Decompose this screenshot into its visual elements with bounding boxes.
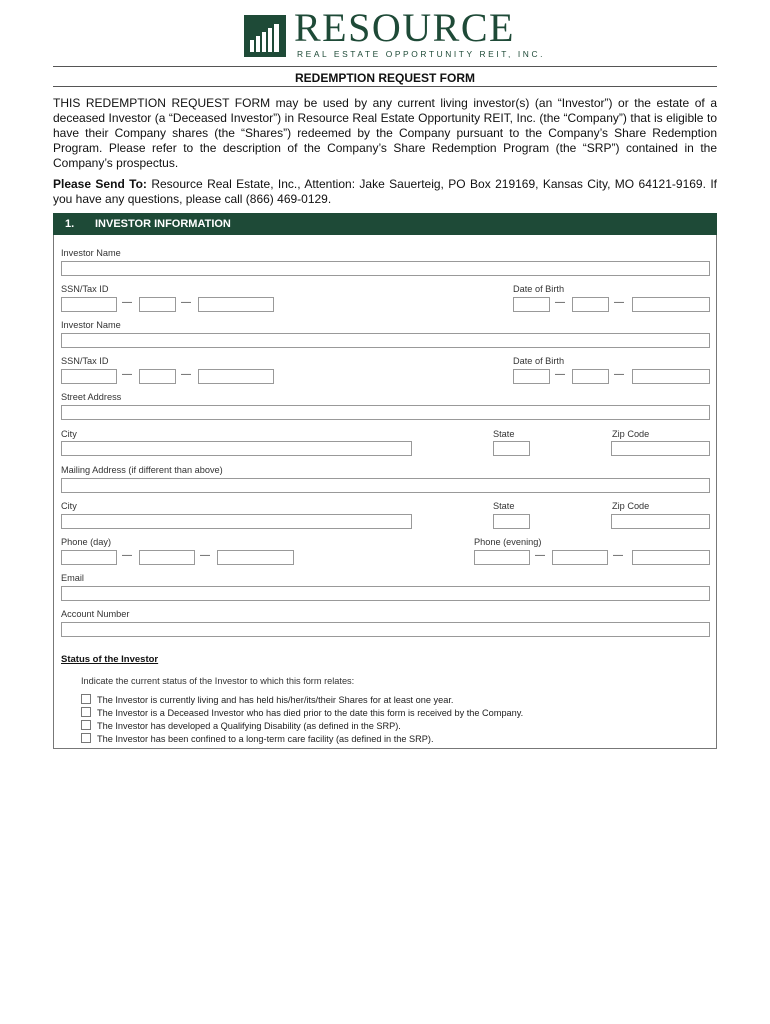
dob-2-dash-1: — xyxy=(555,369,565,380)
status-heading: Status of the Investor xyxy=(61,654,159,665)
ssn-1-dash-1: — xyxy=(122,297,132,308)
mailing-address-label: Mailing Address (if different than above) xyxy=(61,465,223,475)
checkbox[interactable] xyxy=(81,720,91,730)
dob-1-day-input[interactable] xyxy=(572,297,609,312)
email-input[interactable] xyxy=(61,586,710,601)
status-option-care-facility-label: The Investor has been confined to a long-term care facility (as defined in the SRP). xyxy=(97,734,434,744)
zip-2-input[interactable] xyxy=(611,514,710,529)
street-address-label: Street Address xyxy=(61,392,122,402)
email-label: Email xyxy=(61,573,84,583)
phone-day-label: Phone (day) xyxy=(61,537,112,547)
ssn-1-part1-input[interactable] xyxy=(61,297,117,312)
investor-name-1-label: Investor Name xyxy=(61,248,121,258)
city-2-input[interactable] xyxy=(61,514,412,529)
building-icon xyxy=(244,15,286,57)
phone-day-dash-2: — xyxy=(200,550,210,561)
zip-2-label: Zip Code xyxy=(612,501,650,511)
ssn-2-label: SSN/Tax ID xyxy=(61,356,109,366)
account-number-label: Account Number xyxy=(61,609,130,619)
phone-day-dash-1: — xyxy=(122,550,132,561)
ssn-2-part3-input[interactable] xyxy=(198,369,274,384)
header-rule-bottom xyxy=(53,86,717,87)
mailing-address-input[interactable] xyxy=(61,478,710,493)
status-option-care-facility[interactable] xyxy=(81,733,434,744)
phone-evening-line-input[interactable] xyxy=(632,550,710,565)
dob-2-year-input[interactable] xyxy=(632,369,710,384)
investor-name-2-label: Investor Name xyxy=(61,320,121,330)
ssn-1-label: SSN/Tax ID xyxy=(61,284,109,294)
phone-evening-label: Phone (evening) xyxy=(474,537,542,547)
city-1-label: City xyxy=(61,429,77,439)
status-option-deceased-label: The Investor is a Deceased Investor who has died prior to the date this form is received by the Company. xyxy=(97,708,524,718)
status-option-deceased[interactable] xyxy=(81,707,523,718)
phone-evening-prefix-input[interactable] xyxy=(552,550,608,565)
status-intro: Indicate the current status of the Investor to which this form relates: xyxy=(81,676,355,686)
state-2-label: State xyxy=(493,501,515,511)
section-number: 1. xyxy=(65,218,75,230)
send-to-label: Please Send To: xyxy=(53,177,147,191)
logo-wordmark: RESOURCE xyxy=(294,5,515,50)
investor-name-1-input[interactable] xyxy=(61,261,710,276)
phone-evening-area-input[interactable] xyxy=(474,550,530,565)
checkbox[interactable] xyxy=(81,733,91,743)
intro-paragraph: THIS REDEMPTION REQUEST FORM may be used by any current living investor(s) (an “Investor”) or the estate of a deceased Investor (a “Deceased Investor”) in Resource Real Estate Opportunity REIT, Inc. (the “Company”) that is eligible to have their Company shares (the “Shares”) redeemed by the Company pursuant to the Company’s Share Redemption Program. Please refer to the description of the Company’s Share Redemption Program (the “SRP”) contained in the Company’s prospectus. xyxy=(53,96,717,170)
zip-1-input[interactable] xyxy=(611,441,710,456)
status-option-living[interactable] xyxy=(81,694,453,705)
dob-2-day-input[interactable] xyxy=(572,369,609,384)
ssn-2-part1-input[interactable] xyxy=(61,369,117,384)
state-1-label: State xyxy=(493,429,515,439)
state-1-input[interactable] xyxy=(493,441,530,456)
dob-1-dash-1: — xyxy=(555,297,565,308)
street-address-input[interactable] xyxy=(61,405,710,420)
investor-name-2-input[interactable] xyxy=(61,333,710,348)
dob-1-dash-2: — xyxy=(614,297,624,308)
phone-evening-dash-1: — xyxy=(535,550,545,561)
ssn-2-dash-1: — xyxy=(122,369,132,380)
dob-1-year-input[interactable] xyxy=(632,297,710,312)
ssn-1-part2-input[interactable] xyxy=(139,297,176,312)
form-title: REDEMPTION REQUEST FORM xyxy=(294,71,475,85)
dob-2-month-input[interactable] xyxy=(513,369,550,384)
send-to-paragraph xyxy=(53,177,717,207)
ssn-1-dash-2: — xyxy=(181,297,191,308)
status-option-disability[interactable] xyxy=(81,720,401,731)
dob-2-label: Date of Birth xyxy=(513,356,565,366)
checkbox[interactable] xyxy=(81,707,91,717)
phone-day-area-input[interactable] xyxy=(61,550,117,565)
dob-2-dash-2: — xyxy=(614,369,624,380)
ssn-2-dash-2: — xyxy=(181,369,191,380)
section-title: INVESTOR INFORMATION xyxy=(95,218,231,230)
zip-1-label: Zip Code xyxy=(612,429,650,439)
status-option-disability-label: The Investor has developed a Qualifying Disability (as defined in the SRP). xyxy=(97,721,401,731)
status-option-living-label: The Investor is currently living and has held his/her/its/their Shares for at least one year. xyxy=(97,695,454,705)
account-number-input[interactable] xyxy=(61,622,710,637)
phone-evening-dash-2: — xyxy=(613,550,623,561)
send-to-text: Resource Real Estate, Inc., Attention: Jake Sauerteig, PO Box 219169, Kansas City, MO 64121-9169. If you have any questions, please call (866) 469-0129. xyxy=(53,177,717,206)
state-2-input[interactable] xyxy=(493,514,530,529)
dob-1-label: Date of Birth xyxy=(513,284,565,294)
phone-day-prefix-input[interactable] xyxy=(139,550,195,565)
city-2-label: City xyxy=(61,501,77,511)
dob-1-month-input[interactable] xyxy=(513,297,550,312)
header-rule-top xyxy=(53,66,717,67)
ssn-1-part3-input[interactable] xyxy=(198,297,274,312)
logo-subtitle: REAL ESTATE OPPORTUNITY REIT, INC. xyxy=(297,49,546,59)
section-header-bar xyxy=(53,213,717,235)
checkbox[interactable] xyxy=(81,694,91,704)
logo-mark xyxy=(244,15,286,57)
ssn-2-part2-input[interactable] xyxy=(139,369,176,384)
phone-day-line-input[interactable] xyxy=(217,550,294,565)
city-1-input[interactable] xyxy=(61,441,412,456)
